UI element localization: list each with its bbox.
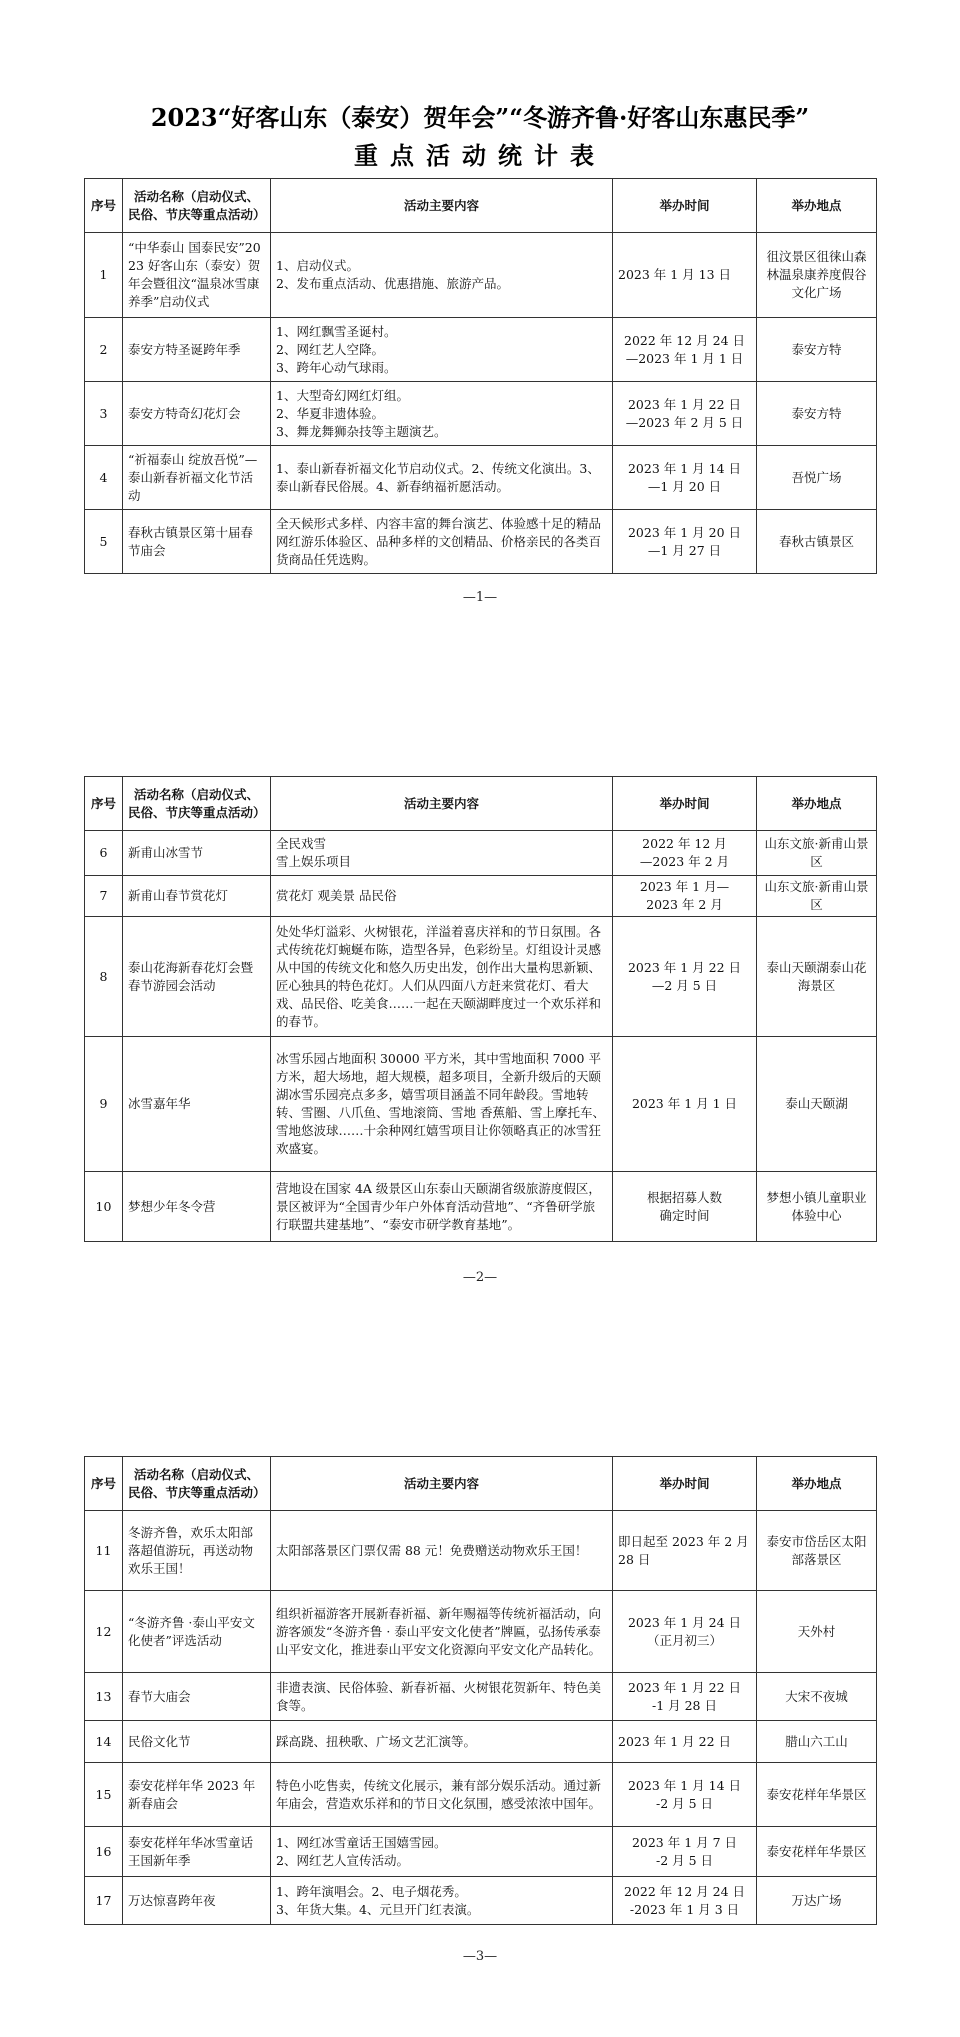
activity-table-page-1 — [84, 178, 877, 574]
time-line: 2023 年 1 月 14 日 — [627, 1777, 742, 1793]
cell-content — [271, 1591, 613, 1673]
cell-no: 17 — [85, 1877, 123, 1925]
time-line: 2023 年 1 月 22 日 — [627, 959, 742, 975]
header-name-line: 民俗、节庆等重点活动） — [128, 206, 266, 222]
table-row — [85, 1827, 877, 1877]
cell-no: 14 — [85, 1721, 123, 1763]
header-no: 序号 — [85, 777, 123, 831]
cell-place: 山东文旅·新甫山景区 — [757, 831, 877, 876]
cell-content — [271, 1172, 613, 1242]
content-line: 全民戏雪 — [276, 836, 327, 851]
cell-no: 3 — [85, 382, 123, 446]
header-place: 举办地点 — [757, 1457, 877, 1511]
time-line: 2022 年 12 月 24 日 — [624, 332, 745, 348]
content-line: 1、跨年演唱会。2、电子烟花秀。 — [276, 1883, 467, 1899]
cell-activity-name: “冬游齐鲁 ·泰山平安文化使者”评选活动 — [123, 1591, 271, 1673]
cell-activity-name: 冰雪嘉年华 — [123, 1037, 271, 1172]
header-activity-name — [123, 1457, 271, 1511]
time-line: 2023 年 1 月 22 日 — [627, 1679, 742, 1695]
time-line: —2023 年 2 月 5 日 — [625, 414, 744, 430]
cell-time — [613, 1673, 757, 1721]
time-line: 确定时间 — [659, 1207, 710, 1223]
cell-activity-name: 泰安方特圣诞跨年季 — [123, 318, 271, 382]
table-row — [85, 510, 877, 574]
cell-no: 2 — [85, 318, 123, 382]
time-line: 根据招募人数 — [646, 1189, 722, 1205]
content-line: 1、网红冰雪童话王国嬉雪园。 — [276, 1834, 447, 1850]
cell-no: 6 — [85, 831, 123, 876]
header-name-line: 民俗、节庆等重点活动） — [128, 1484, 266, 1500]
header-place: 举办地点 — [757, 179, 877, 233]
cell-activity-name: 梦想少年冬令营 — [123, 1172, 271, 1242]
cell-content — [271, 831, 613, 876]
content-line: 太阳部落景区门票仅需 88 元！免费赠送动物欢乐王国！ — [276, 1542, 588, 1558]
content-line: 雪上娱乐项目 — [276, 854, 352, 869]
header-content: 活动主要内容 — [271, 179, 613, 233]
table-row — [85, 1721, 877, 1763]
cell-content — [271, 1673, 613, 1721]
time-line: -2 月 5 日 — [655, 1795, 714, 1811]
cell-content — [271, 446, 613, 510]
header-activity-name — [123, 777, 271, 831]
cell-time — [613, 1591, 757, 1673]
time-line: -2023 年 1 月 3 日 — [629, 1901, 740, 1917]
cell-activity-name: 春秋古镇景区第十届春节庙会 — [123, 510, 271, 574]
cell-content — [271, 1511, 613, 1591]
cell-activity-name: 泰安花样年华冰雪童话王国新年季 — [123, 1827, 271, 1877]
cell-no: 12 — [85, 1591, 123, 1673]
cell-place: 腊山六工山 — [757, 1721, 877, 1763]
cell-no: 5 — [85, 510, 123, 574]
cell-content — [271, 382, 613, 446]
content-line: 处处华灯溢彩、火树银花，洋溢着喜庆祥和的节日氛围。各式传统花灯蜿蜒布陈，造型各异，色彩纷呈。灯组设计灵感从中国的传统文化和悠久历史出发，创作出大量构思新颖、匠心独具的特色花灯。人们从四面八方赶来赏花灯、看大戏、品民俗、吃美食……一起在天颐湖畔度过一个欢乐祥和的春节。 — [276, 923, 602, 1029]
cell-content — [271, 1763, 613, 1827]
cell-place: 泰安花样年华景区 — [757, 1827, 877, 1877]
cell-content — [271, 917, 613, 1037]
cell-activity-name: 万达惊喜跨年夜 — [123, 1877, 271, 1925]
cell-time — [613, 446, 757, 510]
header-no: 序号 — [85, 1457, 123, 1511]
cell-time — [613, 1511, 757, 1591]
cell-place: 万达广场 — [757, 1877, 877, 1925]
cell-time — [613, 1721, 757, 1763]
content-line: 组织祈福游客开展新春祈福、新年赐福等传统祈福活动，向游客颁发“冬游齐鲁 · 泰山平安文化使者”牌匾，弘扬传承泰山平安文化，推进泰山平安文化资源向平安文化产品转化。 — [276, 1605, 602, 1657]
table-row — [85, 1172, 877, 1242]
table-row — [85, 876, 877, 917]
time-line: 即日起至 2023 年 2 月 28 日 — [618, 1533, 749, 1567]
table-row — [85, 1591, 877, 1673]
cell-no: 8 — [85, 917, 123, 1037]
content-line: 3、跨年心动气球雨。 — [276, 359, 397, 375]
cell-content — [271, 1827, 613, 1877]
cell-activity-name: 新甫山冰雪节 — [123, 831, 271, 876]
content-line: 冰雪乐园占地面积 30000 平方米，其中雪地面积 7000 平方米，超大场地，超大规模，超多项目，全新升级后的天颐湖冰雪乐园亮点多多，嬉雪项目涵盖不同年龄段。雪地转转、雪圈、八爪鱼、雪地滚筒、雪地 香蕉船、雪上摩托车、雪地悠波球……十余种网红嬉雪项目让你领略真正的冰雪狂欢盛宴。 — [276, 1051, 605, 1156]
header-time: 举办时间 — [613, 1457, 757, 1511]
cell-time — [613, 382, 757, 446]
cell-place: 泰山天颐湖 — [757, 1037, 877, 1172]
time-line: —2023 年 1 月 1 日 — [625, 350, 744, 366]
time-line: -1 月 28 日 — [651, 1697, 717, 1713]
cell-place: 泰安方特 — [757, 382, 877, 446]
cell-time — [613, 1827, 757, 1877]
cell-no: 15 — [85, 1763, 123, 1827]
page-number: —1— — [462, 590, 498, 605]
cell-no: 4 — [85, 446, 123, 510]
table-row — [85, 446, 877, 510]
page-number: —3— — [462, 1949, 498, 1964]
cell-time — [613, 318, 757, 382]
cell-place: 徂汶景区徂徕山森林温泉康养度假谷文化广场 — [757, 233, 877, 318]
cell-time — [613, 917, 757, 1037]
header-name-line: 民俗、节庆等重点活动） — [128, 804, 266, 820]
document-subtitle: 重点活动统计表 — [354, 141, 606, 170]
cell-place: 大宋不夜城 — [757, 1673, 877, 1721]
content-line: 营地设在国家 4A 级景区山东泰山天颐湖省级旅游度假区，景区被评为“全国青少年户外体育活动营地”、“齐鲁研学旅行联盟共建基地”、“泰安市研学教育基地”。 — [276, 1180, 601, 1232]
table-row — [85, 1763, 877, 1827]
header-no: 序号 — [85, 179, 123, 233]
content-line: 2、网红艺人空降。 — [276, 341, 384, 357]
time-line: 2023 年 1 月 22 日 — [618, 1733, 732, 1749]
cell-place: 泰山天颐湖泰山花海景区 — [757, 917, 877, 1037]
cell-content — [271, 318, 613, 382]
time-line: —2023 年 2 月 — [639, 854, 730, 869]
time-line: 2023 年 1 月— — [639, 879, 730, 894]
activity-table-page-2 — [84, 776, 877, 1242]
cell-time — [613, 831, 757, 876]
cell-place: 春秋古镇景区 — [757, 510, 877, 574]
time-line: —1 月 27 日 — [647, 542, 722, 558]
table-header-row — [85, 1457, 877, 1511]
cell-activity-name: “祈福泰山 绽放吾悦”—泰山新春祈福文化节活动 — [123, 446, 271, 510]
header-content: 活动主要内容 — [271, 777, 613, 831]
cell-activity-name: 冬游齐鲁，欢乐太阳部落超值游玩，再送动物欢乐王国！ — [123, 1511, 271, 1591]
cell-place: 梦想小镇儿童职业体验中心 — [757, 1172, 877, 1242]
time-line: 2023 年 1 月 13 日 — [618, 267, 732, 282]
content-line: 3、年货大集。4、元旦开门红表演。 — [276, 1901, 480, 1917]
cell-activity-name: “中华泰山 国泰民安”2023 好客山东（泰安）贺年会暨徂汶“温泉冰雪康养季”启动仪式 — [123, 233, 271, 318]
page-number: —2— — [462, 1270, 498, 1285]
cell-content — [271, 1877, 613, 1925]
cell-time — [613, 1037, 757, 1172]
cell-time — [613, 876, 757, 917]
cell-activity-name: 新甫山春节赏花灯 — [123, 876, 271, 917]
time-line: 2023 年 1 月 1 日 — [631, 1096, 738, 1111]
content-line: 2、发布重点活动、优惠措施、旅游产品。 — [276, 276, 509, 291]
time-line: 2022 年 12 月 24 日 — [624, 1883, 745, 1899]
time-line: 2023 年 1 月 7 日 — [631, 1834, 738, 1850]
table-header-row — [85, 777, 877, 831]
cell-time — [613, 1877, 757, 1925]
cell-no: 1 — [85, 233, 123, 318]
content-line: 非遗表演、民俗体验、新春祈福、火树银花贺新年、特色美食等。 — [276, 1679, 602, 1713]
cell-no: 16 — [85, 1827, 123, 1877]
content-line: 1、网红飘雪圣诞村。 — [276, 323, 397, 339]
time-line: 2022 年 12 月 — [642, 836, 727, 851]
time-line: —1 月 20 日 — [647, 478, 722, 494]
time-line: —2 月 5 日 — [651, 977, 718, 993]
cell-activity-name: 民俗文化节 — [123, 1721, 271, 1763]
table-row — [85, 382, 877, 446]
content-line: 踩高跷、扭秧歌、广场文艺汇演等。 — [276, 1733, 477, 1749]
table-row — [85, 1511, 877, 1591]
cell-content — [271, 1037, 613, 1172]
cell-no: 13 — [85, 1673, 123, 1721]
header-name-line: 活动名称（启动仪式、 — [133, 786, 259, 802]
content-line: 2、网红艺人宣传活动。 — [276, 1852, 409, 1868]
time-line: （正月初三） — [646, 1632, 722, 1648]
cell-place: 吾悦广场 — [757, 446, 877, 510]
table-row — [85, 318, 877, 382]
cell-place: 泰安花样年华景区 — [757, 1763, 877, 1827]
table-row — [85, 233, 877, 318]
table-row — [85, 1877, 877, 1925]
cell-activity-name: 泰安方特奇幻花灯会 — [123, 382, 271, 446]
cell-place: 泰安市岱岳区太阳部落景区 — [757, 1511, 877, 1591]
content-line: 全天候形式多样、内容丰富的舞台演艺、体验感十足的精品网红游乐体验区、品种多样的文创精品、价格亲民的各类百货商品任凭选购。 — [276, 515, 602, 567]
time-line: 2023 年 1 月 14 日 — [627, 460, 742, 476]
activity-table-page-3 — [84, 1456, 877, 1925]
document-title: 2023“好客山东（泰安）贺年会”“冬游齐鲁·好客山东惠民季” — [150, 103, 810, 132]
cell-time — [613, 233, 757, 318]
header-name-line: 活动名称（启动仪式、 — [133, 1466, 259, 1482]
cell-time — [613, 1172, 757, 1242]
cell-place: 泰安方特 — [757, 318, 877, 382]
table-header-row — [85, 179, 877, 233]
cell-time — [613, 1763, 757, 1827]
content-line: 1、大型奇幻网红灯组。 — [276, 387, 409, 403]
table-row — [85, 917, 877, 1037]
cell-activity-name: 泰山花海新春花灯会暨春节游园会活动 — [123, 917, 271, 1037]
cell-no: 7 — [85, 876, 123, 917]
header-content: 活动主要内容 — [271, 1457, 613, 1511]
header-name-line: 活动名称（启动仪式、 — [133, 188, 259, 204]
table-row — [85, 831, 877, 876]
time-line: 2023 年 2 月 — [646, 897, 723, 912]
time-line: 2023 年 1 月 22 日 — [627, 396, 742, 412]
cell-no: 9 — [85, 1037, 123, 1172]
cell-content — [271, 1721, 613, 1763]
header-activity-name — [123, 179, 271, 233]
cell-time — [613, 510, 757, 574]
content-line: 特色小吃售卖，传统文化展示，兼有部分娱乐活动。通过新年庙会，营造欢乐祥和的节日文化氛围，感受浓浓中国年。 — [276, 1777, 602, 1811]
header-place: 举办地点 — [757, 777, 877, 831]
header-time: 举办时间 — [613, 179, 757, 233]
content-line: 赏花灯 观美景 品民俗 — [276, 888, 397, 903]
cell-activity-name: 春节大庙会 — [123, 1673, 271, 1721]
cell-content — [271, 876, 613, 917]
cell-no: 11 — [85, 1511, 123, 1591]
header-time: 举办时间 — [613, 777, 757, 831]
cell-no: 10 — [85, 1172, 123, 1242]
time-line: 2023 年 1 月 20 日 — [627, 524, 742, 540]
cell-activity-name: 泰安花样年华 2023 年新春庙会 — [123, 1763, 271, 1827]
content-line: 1、泰山新春祈福文化节启动仪式。2、传统文化演出。3、泰山新春民俗展。4、新春纳福祈愿活动。 — [276, 460, 600, 494]
content-line: 2、华夏非遗体验。 — [276, 405, 384, 421]
cell-content — [271, 510, 613, 574]
table-row — [85, 1037, 877, 1172]
cell-content — [271, 233, 613, 318]
cell-place: 天外村 — [757, 1591, 877, 1673]
table-row — [85, 1673, 877, 1721]
cell-place: 山东文旅·新甫山景区 — [757, 876, 877, 917]
content-line: 1、启动仪式。 — [276, 258, 359, 273]
time-line: 2023 年 1 月 24 日 — [627, 1614, 742, 1630]
content-line: 3、舞龙舞狮杂技等主题演艺。 — [276, 423, 447, 439]
time-line: -2 月 5 日 — [655, 1852, 714, 1868]
